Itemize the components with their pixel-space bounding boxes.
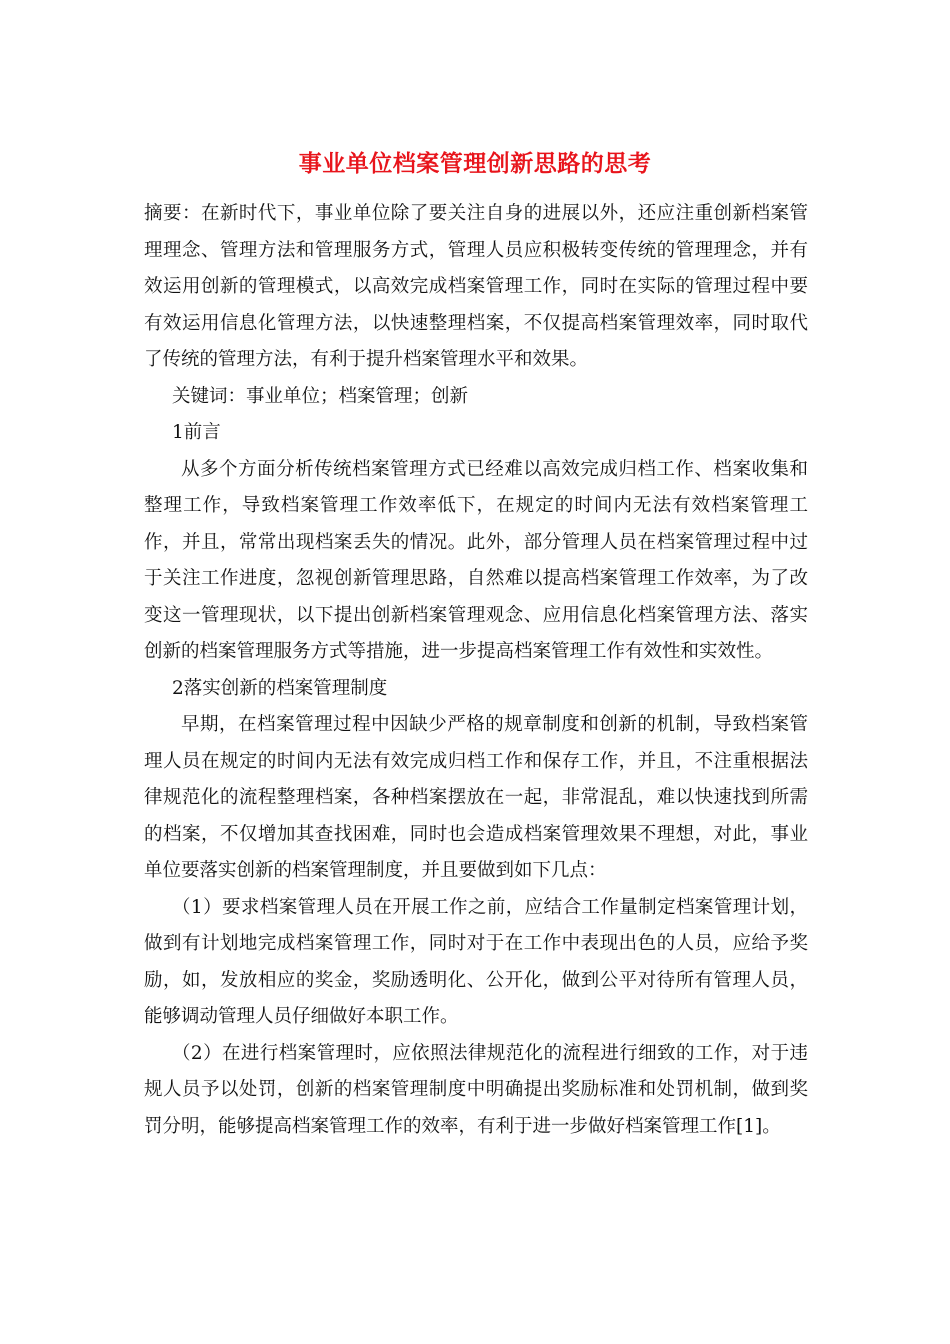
section-1-paragraph: 从多个方面分析传统档案管理方式已经难以高效完成归档工作、档案收集和整理工作，导致档案管理工作效率低下，在规定的时间内无法有效档案管理工作，并且，常常出现档案丢失的情况。此外，部分管理人员在档案管理过程中过于关注工作进度，忽视创新管理思路，自然难以提高档案管理工作效率，为了改变这一管理现状，以下提出创新档案管理观念、应用信息化档案管理方法、落实创新的档案管理服务方式等措施，进一步提高档案管理工作有效性和实效性。 bbox=[144, 458, 808, 662]
section-1-heading: 1前言 bbox=[172, 422, 221, 443]
document-body bbox=[144, 196, 808, 1145]
list-item-2: （2）在进行档案管理时，应依照法律规范化的流程进行细致的工作，对于违规人员予以处罚，创新的档案管理制度中明确提出奖励标准和处罚机制，做到奖罚分明，能够提高档案管理工作的效率，有利于进一步做好档案管理工作[1]。 bbox=[144, 1042, 808, 1137]
section-2-paragraph: 早期，在档案管理过程中因缺少严格的规章制度和创新的机制，导致档案管理人员在规定的时间内无法有效完成归档工作和保存工作，并且，不注重根据法律规范化的流程整理档案，各种档案摆放在一起，非常混乱，难以快速找到所需的档案，不仅增加其查找困难，同时也会造成档案管理效果不理想，对此，事业单位要落实创新的档案管理制度，并且要做到如下几点： bbox=[144, 714, 808, 881]
abstract-paragraph: 摘要：在新时代下，事业单位除了要关注自身的进展以外，还应注重创新档案管理理念、管理方法和管理服务方式，管理人员应积极转变传统的管理理念，并有效运用创新的管理模式，以高效完成档案管理工作，同时在实际的管理过程中要有效运用信息化管理方法，以快速整理档案，不仅提高档案管理效率，同时取代了传统的管理方法，有利于提升档案管理水平和效果。 bbox=[144, 203, 808, 370]
document-title: 事业单位档案管理创新思路的思考 bbox=[298, 150, 652, 177]
list-item-1: （1）要求档案管理人员在开展工作之前，应结合工作量制定档案管理计划，做到有计划地完成档案管理工作，同时对于在工作中表现出色的人员，应给予奖励，如，发放相应的奖金，奖励透明化、公开化，做到公平对待所有管理人员，能够调动管理人员仔细做好本职工作。 bbox=[144, 896, 808, 1027]
keywords-line: 关键词：事业单位；档案管理；创新 bbox=[172, 385, 469, 407]
section-2-heading: 2落实创新的档案管理制度 bbox=[172, 677, 388, 699]
